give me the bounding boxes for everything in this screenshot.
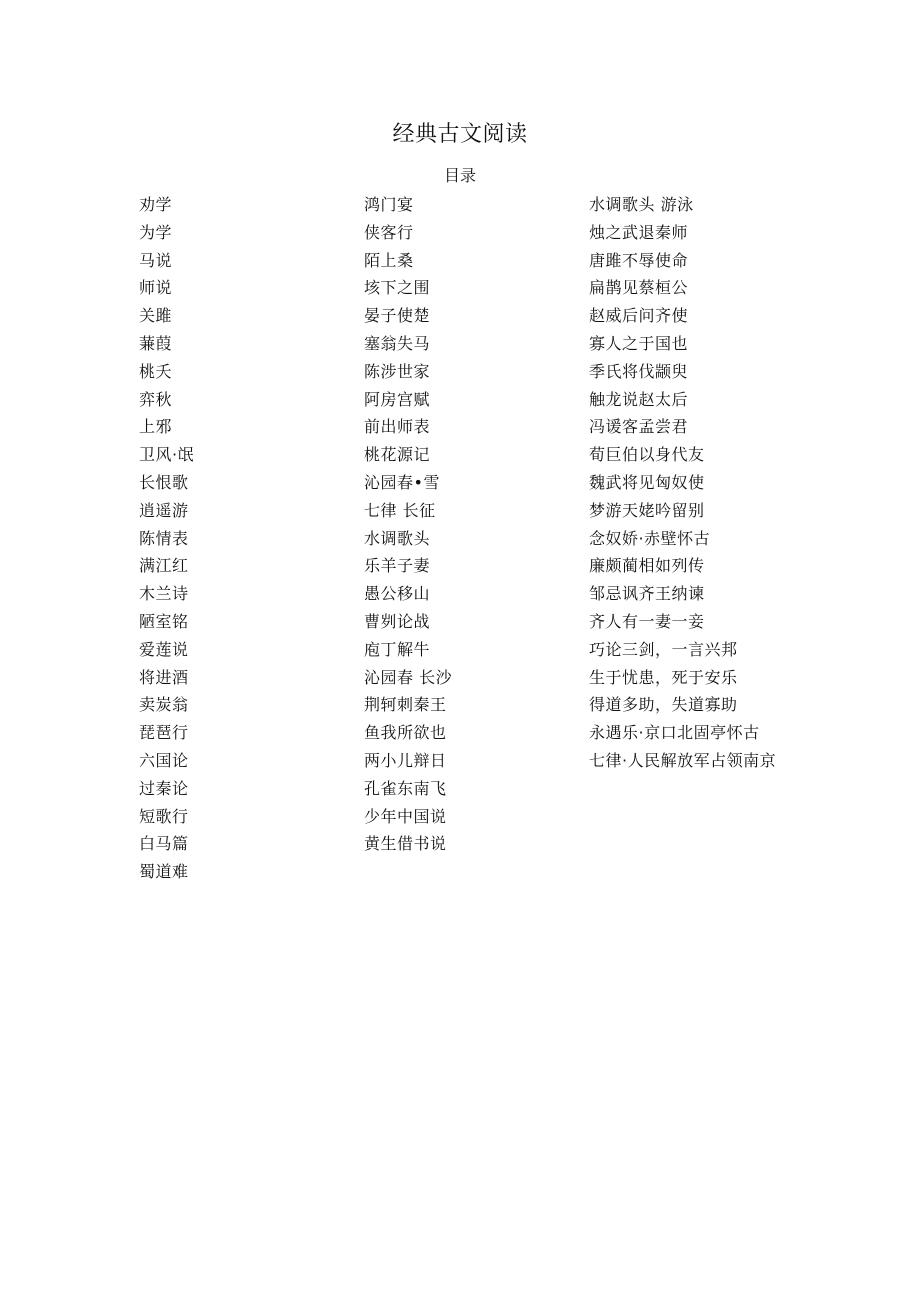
toc-entry: 水调歌头 [364,528,431,548]
toc-entry: 晏子使楚 [364,306,431,326]
toc-entry: 乐羊子妻 [364,556,431,576]
toc-entry: 六国论 [139,750,189,770]
toc-entry: 鸿门宴 [364,195,414,214]
toc-entry: 齐人有一妻一妾 [589,611,705,631]
toc-entry: 过秦论 [139,778,189,798]
toc-entry: 前出师表 [364,417,431,437]
toc-entry: 念奴娇·赤壁怀古 [589,528,711,548]
toc-entry: 生于忧患，死于安乐 [589,667,738,687]
toc-entry: 黄生借书说 [364,834,447,854]
toc-entry: 爱莲说 [139,639,189,659]
toc-entry: 少年中国说 [364,806,447,826]
toc-entry: 琵琶行 [139,723,189,743]
toc-entry: 曹刿论战 [364,611,431,631]
toc-entry: 孔雀东南飞 [364,778,447,798]
toc-entry: 得道多助，失道寡助 [589,695,738,715]
toc-entry: 陈涉世家 [364,361,431,381]
toc-entry: 寡人之于国也 [589,333,689,353]
toc-entry: 劝学 [139,195,173,214]
toc-column-3 [589,191,789,775]
toc-entry: 荀巨伯以身代友 [589,445,705,465]
toc-entry: 愚公移山 [364,584,431,604]
toc-entry: 阿房宫赋 [364,389,431,409]
toc-entry: 蜀道难 [139,862,189,882]
toc-entry: 唐雎不辱使命 [589,250,689,270]
toc-entry: 满江红 [139,556,189,576]
toc-entry: 七律 长征 [364,500,436,520]
toc-entry: 邹忌讽齐王纳谏 [589,584,705,604]
toc-entry: 木兰诗 [139,584,189,604]
toc-entry: 赵威后问齐使 [589,306,689,326]
toc-entry: 逍遥游 [139,500,189,520]
toc-entry: 触龙说赵太后 [589,389,689,409]
toc-entry: 弈秋 [139,389,173,409]
toc-entry: 将进酒 [139,667,189,687]
toc-entry: 鱼我所欲也 [364,723,447,743]
toc-entry: 为学 [139,222,173,242]
toc-entry: 扁鹊见蔡桓公 [589,278,689,298]
toc-entry: 沁园春 长沙 [364,667,453,687]
toc-entry: 烛之武退秦师 [589,222,689,242]
toc-entry: 巧论三剑，一言兴邦 [589,639,738,659]
toc-entry: 廉颇蔺相如列传 [589,556,705,576]
toc-entry: 季氏将伐颛臾 [589,361,689,381]
toc-entry: 冯谖客孟尝君 [589,417,689,437]
toc-entry: 水调歌头 游泳 [589,195,694,214]
toc-entry: 陈情表 [139,528,189,548]
toc-entry: 庖丁解牛 [364,639,431,659]
toc-entry: 卖炭翁 [139,695,189,715]
toc-entry: 七律·人民解放军占领南京 [589,750,777,770]
toc-entry: 长恨歌 [139,472,189,492]
toc-entry: 沁园春•雪 [364,472,440,492]
toc-entry: 梦游天姥吟留别 [589,500,705,520]
toc-entry: 短歌行 [139,806,189,826]
toc-entry: 永遇乐·京口北固亭怀古 [589,723,760,743]
toc-entry: 马说 [139,250,173,270]
toc-entry: 上邪 [139,417,173,437]
toc-entry: 关雎 [139,306,173,326]
toc-entry: 两小儿辩日 [364,750,447,770]
toc-entry: 蒹葭 [139,333,173,353]
toc-entry: 荆轲刺秦王 [364,695,447,715]
toc-entry: 桃花源记 [364,445,431,465]
toc-heading: 目录 [443,166,476,185]
toc-entry: 魏武将见匈奴使 [589,472,705,492]
toc-entry: 侠客行 [364,222,414,242]
toc-entry: 桃夭 [139,361,173,381]
page-title: 经典古文阅读 [392,122,528,147]
toc-entry: 垓下之围 [364,278,431,298]
toc-entry: 陋室铭 [139,611,189,631]
toc-entry: 陌上桑 [364,250,414,270]
toc-entry: 卫风·氓 [139,445,195,465]
toc-column-1 [139,191,349,886]
toc-entry: 白马篇 [139,834,189,854]
toc-column-2 [364,191,574,858]
toc-entry: 师说 [139,278,173,298]
toc-entry: 塞翁失马 [364,333,431,353]
